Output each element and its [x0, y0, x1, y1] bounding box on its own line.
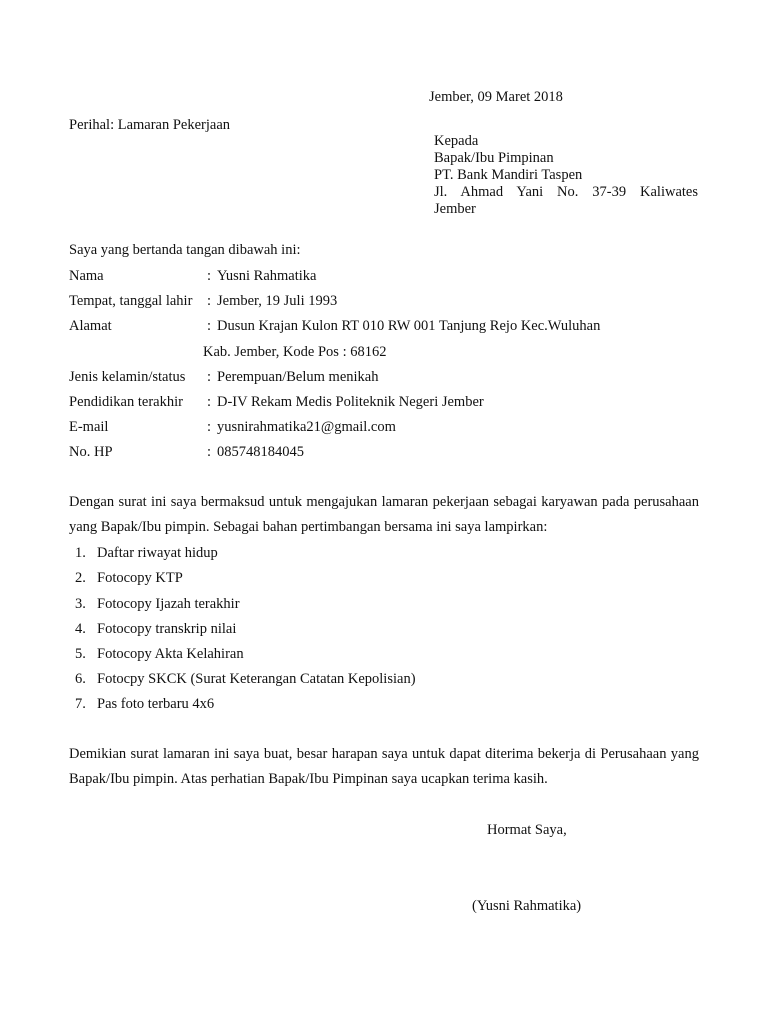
signature-name: (Yusni Rahmatika)	[472, 898, 582, 914]
recipient-line-title: Bapak/Ibu Pimpinan	[434, 150, 554, 166]
identity-colon: :	[207, 394, 212, 410]
list-item-number: 4.	[75, 621, 86, 637]
identity-value: D-IV Rekam Medis Politeknik Negeri Jember	[217, 394, 484, 410]
identity-label: Tempat, tanggal lahir	[69, 293, 193, 309]
list-item-number: 7.	[75, 696, 86, 712]
identity-value: Perempuan/Belum menikah	[217, 369, 379, 385]
identity-colon: :	[207, 268, 212, 284]
identity-label: Nama	[69, 268, 104, 284]
list-item-text: Fotocopy transkrip nilai	[97, 621, 237, 637]
identity-colon: :	[207, 419, 212, 435]
signature-closing: Hormat Saya,	[487, 822, 567, 838]
recipient-line-city: Jember	[434, 201, 476, 217]
list-item-text: Daftar riwayat hidup	[97, 545, 218, 561]
identity-value: Yusni Rahmatika	[217, 268, 317, 284]
identity-value: Jember, 19 Juli 1993	[217, 293, 338, 309]
recipient-block	[434, 133, 698, 218]
identity-value: 085748184045	[217, 444, 304, 460]
list-item-number: 1.	[75, 545, 86, 561]
closing-paragraph: Demikian surat lamaran ini saya buat, besar harapan saya untuk dapat diterima bekerja di Perusahaan yang Bapak/Ibu pimpin. Atas perhatian Bapak/Ibu Pimpinan saya ucapkan terima kasih.	[69, 746, 699, 787]
identity-colon: :	[207, 293, 212, 309]
list-item-text: Pas foto terbaru 4x6	[97, 696, 215, 712]
address-continuation: Kab. Jember, Kode Pos : 68162	[203, 344, 387, 360]
recipient-line-company: PT. Bank Mandiri Taspen	[434, 167, 583, 183]
identity-label: E-mail	[69, 419, 109, 435]
recipient-line-kepada: Kepada	[434, 133, 479, 149]
list-item-text: Fotocopy KTP	[97, 570, 183, 586]
identity-value: Dusun Krajan Kulon RT 010 RW 001 Tanjung Rejo Kec.Wuluhan	[217, 318, 601, 334]
identity-value: yusnirahmatika21@gmail.com	[217, 419, 396, 435]
identity-label: Pendidikan terakhir	[69, 394, 183, 410]
list-item-text: Fotocopy Akta Kelahiran	[97, 646, 244, 662]
list-item-text: Fotocpy SKCK (Surat Keterangan Catatan Kepolisian)	[97, 671, 416, 687]
identity-colon: :	[207, 369, 212, 385]
list-item-number: 5.	[75, 646, 86, 662]
identity-label: Jenis kelamin/status	[69, 369, 186, 385]
list-item-number: 2.	[75, 570, 86, 586]
letter-subject: Perihal: Lamaran Pekerjaan	[69, 117, 231, 133]
identity-colon: :	[207, 444, 212, 460]
identity-label: Alamat	[69, 318, 112, 334]
list-item-number: 3.	[75, 596, 86, 612]
body-paragraph: Dengan surat ini saya bermaksud untuk mengajukan lamaran pekerjaan sebagai karyawan pada perusahaan yang Bapak/Ibu pimpin. Sebagai bahan pertimbangan bersama ini saya lampirkan:	[69, 494, 699, 535]
intro-text: Saya yang bertanda tangan dibawah ini:	[69, 242, 301, 258]
recipient-line-street: Jl. Ahmad Yani No. 37-39 Kaliwates	[434, 184, 698, 200]
letter-date: Jember, 09 Maret 2018	[429, 89, 563, 105]
list-item-text: Fotocopy Ijazah terakhir	[97, 596, 240, 612]
list-item-number: 6.	[75, 671, 86, 687]
identity-label: No. HP	[69, 444, 113, 460]
identity-colon: :	[207, 318, 212, 334]
